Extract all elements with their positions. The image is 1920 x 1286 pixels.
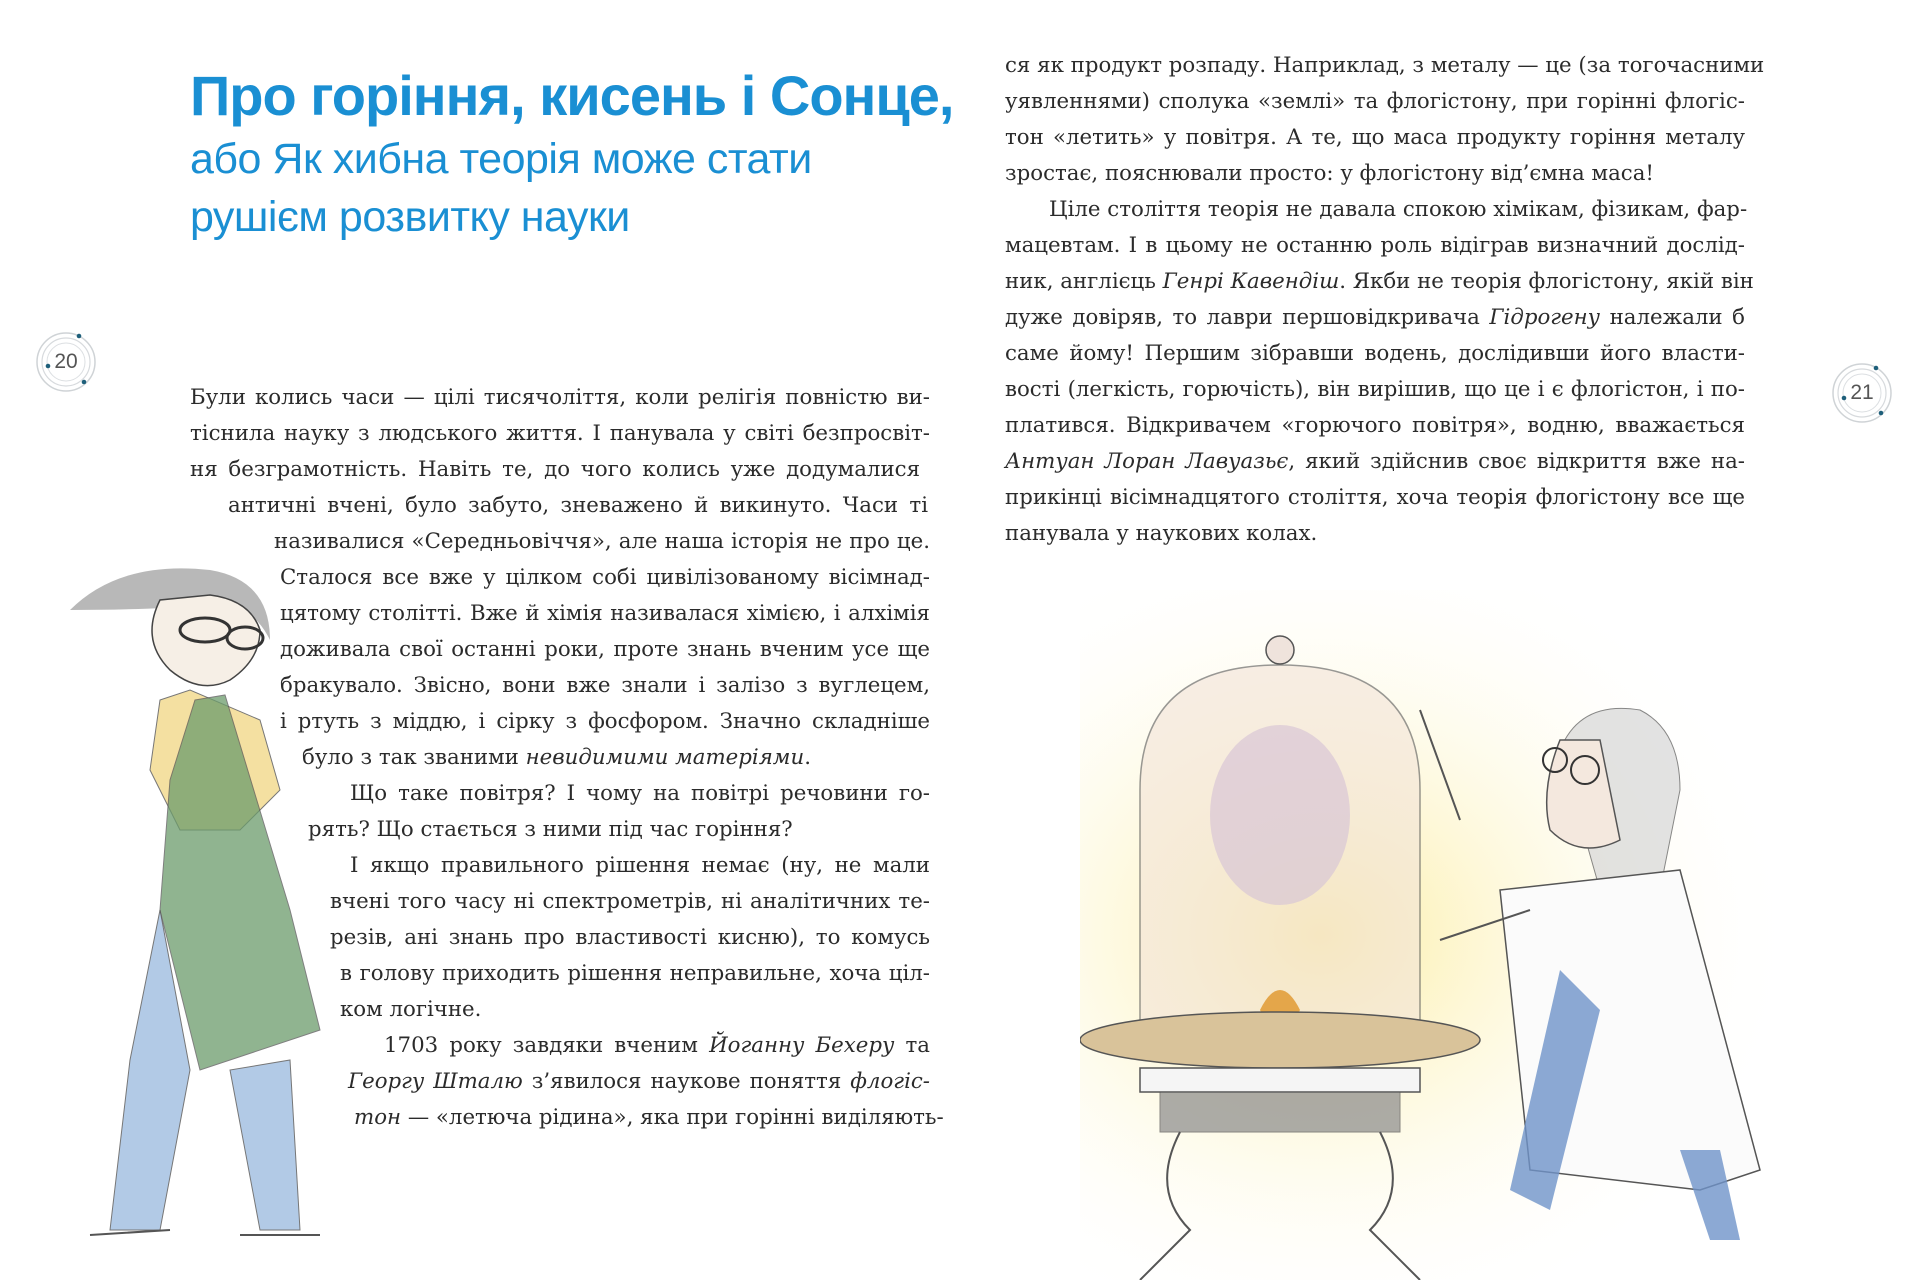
- text-line: платився. Відкривачем «горючого повітря», водню, вважається: [1005, 413, 1745, 438]
- page-number-right: [1830, 361, 1894, 425]
- text-line: тон «летить» у повітря. А те, що маса продукту горіння металу: [1005, 125, 1745, 150]
- text-line: Що таке повітря? І чому на повітрі речовини го-: [350, 781, 930, 806]
- italic-name: Генрі Кавендіш: [1162, 269, 1340, 294]
- text-line: в голову приходить рішення неправильне, хоча ціл-: [340, 961, 930, 986]
- text-span: з’явилося наукове поняття: [522, 1069, 851, 1094]
- text-line: рять? Що стається з ними під час горіння?: [308, 817, 793, 842]
- text-line: Були колись часи — цілі тисячоліття, коли релігія повністю ви-: [190, 385, 930, 410]
- text-line: бракувало. Звісно, вони вже знали і залізо з вуглецем,: [280, 673, 930, 698]
- italic-term: тон: [354, 1105, 402, 1130]
- text-span: — «летюча рідина», яка при горінні виділяють-: [401, 1105, 944, 1130]
- text-line: ня безграмотність. Навіть те, до чого колись уже додумалися: [190, 457, 920, 482]
- text-line: античні вчені, було забуто, зневажено й викинуто. Часи ті: [228, 493, 928, 518]
- text-span: . Якби не теорія флогістону, якій він: [1339, 269, 1754, 294]
- text-line: і ртуть з міддю, і сірку з фосфором. Значно складніше: [280, 709, 930, 734]
- text-span: було з так званими: [302, 745, 526, 770]
- text-line: [1005, 444, 1745, 480]
- text-line: називалися «Середньовіччя», але наша історія не про це.: [274, 529, 930, 554]
- text-span: ник, англієць: [1005, 269, 1163, 294]
- text-line: уявленнями) сполука «землі» та флогістону, при горінні флогіс-: [1005, 89, 1745, 114]
- italic-name: Антуан Лоран Лавуазьє: [1005, 449, 1289, 474]
- text-span: та: [894, 1033, 931, 1058]
- text-line: [1005, 264, 1754, 300]
- text-line: Ціле століття теорія не давала спокою хімікам, фізикам, фар-: [1049, 197, 1748, 222]
- illustration-scientist-bell-jar: [1080, 590, 1880, 1280]
- text-line: цятому столітті. Вже й хімія називалася хімією, і алхімія: [280, 601, 930, 626]
- text-span: .: [804, 745, 811, 770]
- page-right: [960, 0, 1920, 1286]
- text-line: саме йому! Першим зібравши водень, дослідивши його власти-: [1005, 341, 1745, 366]
- text-line: [1005, 300, 1745, 336]
- text-span: 1703 року завдяки вченим: [384, 1033, 710, 1058]
- text-line: тіснила науку з людського життя. І панувала у світі безпросвіт-: [190, 421, 930, 446]
- text-line: мацевтам. І в цьому не останню роль відіграв визначний дослід-: [1005, 233, 1745, 258]
- text-line: [354, 1100, 944, 1136]
- text-line: доживала свої останні роки, проте знань вченим усе ще: [280, 637, 930, 662]
- text-line: Сталося все вже у цілком собі цивілізованому вісімнад-: [280, 565, 930, 590]
- text-span: належали б: [1600, 305, 1745, 330]
- page-number-left: [34, 330, 98, 394]
- text-line: прикінці вісімнадцятого століття, хоча теорія флогістону все ще: [1005, 485, 1745, 510]
- italic-name: Георгу Шталю: [348, 1069, 523, 1094]
- italic-term: флогіс-: [850, 1069, 930, 1094]
- chapter-subtitle-line2: рушієм розвитку науки: [190, 193, 630, 241]
- text-line: [302, 740, 930, 776]
- text-line: [384, 1028, 930, 1064]
- text-line: панувала у наукових колах.: [1005, 521, 1318, 546]
- chapter-subtitle-line1: або Як хибна теорія може стати: [190, 135, 812, 183]
- page-number-text: 21: [1850, 381, 1874, 404]
- text-line: [348, 1064, 930, 1100]
- chapter-title: [190, 62, 954, 246]
- text-span: , який здійснив своє відкриття вже на-: [1288, 449, 1745, 474]
- text-line: резів, ані знань про властивості кисню), то комусь: [330, 925, 930, 950]
- page-number-text: 20: [54, 350, 78, 373]
- italic-term: Гідрогену: [1489, 305, 1601, 330]
- text-line: вості (легкість, горючість), він вирішив, що це і є флогістон, і по-: [1005, 377, 1745, 402]
- text-line: вчені того часу ні спектрометрів, ні аналітичних те-: [330, 889, 930, 914]
- text-span: дуже довіряв, то лаври першовідкривача: [1005, 305, 1490, 330]
- text-line: ся як продукт розпаду. Наприклад, з металу — це (за тогочасними: [1005, 53, 1765, 78]
- right-body-text: [1005, 48, 1765, 552]
- text-line: ком логічне.: [340, 997, 482, 1022]
- text-line: І якщо правильного рішення немає (ну, не мали: [350, 853, 930, 878]
- text-line: зростає, пояснювали просто: у флогістону від’ємна маса!: [1005, 161, 1654, 186]
- italic-term: невидимими матеріями: [525, 745, 805, 770]
- italic-name: Йоганну Бехеру: [709, 1033, 895, 1058]
- illustration-thinking-scientist: [30, 530, 350, 1250]
- chapter-title-main: Про горіння, кисень і Сонце,: [190, 64, 954, 127]
